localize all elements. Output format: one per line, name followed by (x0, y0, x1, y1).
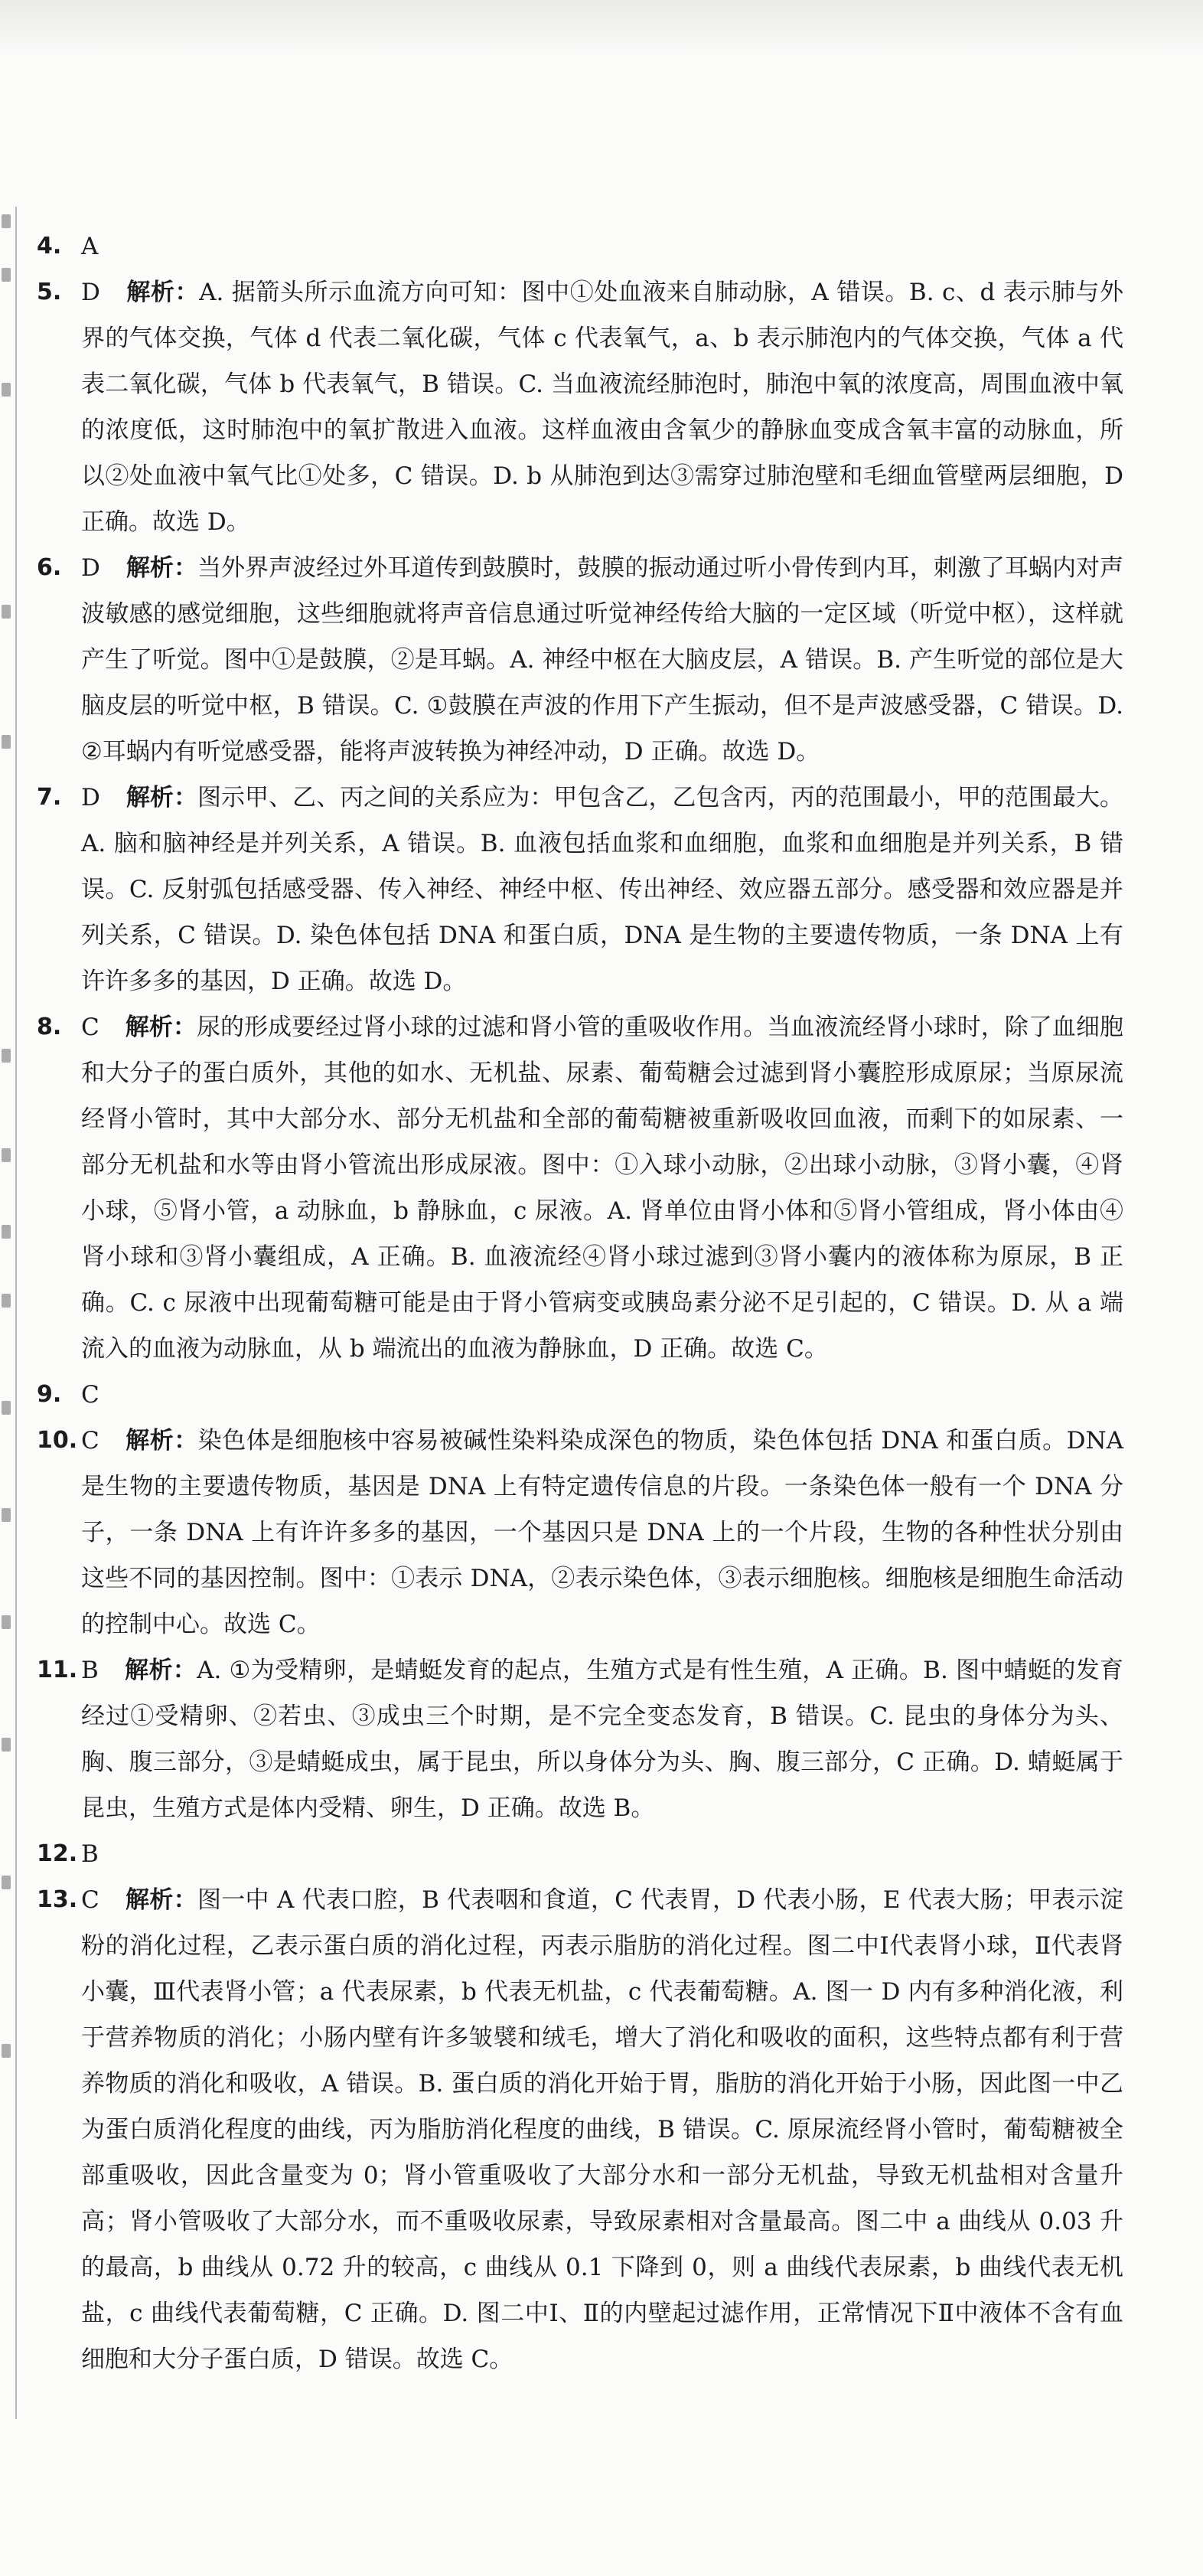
item-answer: B (81, 1840, 99, 1868)
margin-mark (2, 1401, 11, 1415)
answer-item-8 (37, 1004, 1123, 1372)
margin-mark (2, 735, 11, 749)
page-top-shade (0, 0, 1203, 54)
item-number: 10. (37, 1427, 78, 1454)
analysis-text: A. ①为受精卵，是蜻蜓发育的起点，生殖方式是有性生殖，A 正确。B. 图中蜻蜓的发育经过①受精卵、②若虫、③成虫三个时期，是不完全变态发育，B 错误。C. 昆虫的身体分为头、胸、腹三部分，③是蜻蜓成虫，属于昆虫，所以身体分为头、胸、腹三部分，C 正确。D. 蜻蜓属于昆虫，生殖方式是体内受精、卵生，D 正确。故选 B。 (81, 1657, 1123, 1822)
analysis-text: 图一中 A 代表口腔，B 代表咽和食道，C 代表胃，D 代表小肠，E 代表大肠；甲表示淀粉的消化过程，乙表示蛋白质的消化过程，丙表示脂肪的消化过程。图二中Ⅰ代表肾小球，Ⅱ代表肾小囊，Ⅲ代表肾小管；a 代表尿素，b 代表无机盐，c 代表葡萄糖。A. 图一 D 内有多种消化液，利于营养物质的消化；小肠内壁有许多皱襞和绒毛，增大了消化和吸收的面积，这些特点都有利于营养物质的消化和吸收，A 错误。B. 蛋白质的消化开始于胃，脂肪的消化开始于小肠，因此图一中乙为蛋白质消化程度的曲线，丙为脂肪消化程度的曲线，B 错误。C. 原尿流经肾小管时，葡萄糖被全部重吸收，因此含量变为 0；肾小管重吸收了大部分水和一部分无机盐，导致无机盐相对含量升高；肾小管吸收了大部分水，而不重吸收尿素，导致尿素相对含量最高。图二中 a 曲线从 0.03 升的最高，b 曲线从 0.72 升的较高，c 曲线从 0.1 下降到 0，则 a 曲线代表尿素，b 曲线代表无机盐，c 曲线代表葡萄糖，C 正确。D. 图二中Ⅰ、Ⅱ的内壁起过滤作用，正常情况下Ⅱ中液体不含有血细胞和大分子蛋白质，D 错误。故选 C。 (81, 1886, 1123, 2373)
item-number: 9. (37, 1381, 62, 1408)
answer-item-12 (37, 1831, 1123, 1877)
item-answer: D (81, 784, 100, 811)
answer-explanations (37, 224, 1123, 2382)
margin-mark (2, 214, 11, 228)
item-answer: C (81, 1886, 99, 1914)
analysis-text: 染色体是细胞核中容易被碱性染料染成深色的物质，染色体包括 DNA 和蛋白质。DNA 是生物的主要遗传物质，基因是 DNA 上有特定遗传信息的片段。一条染色体一般有一个 DNA 分子，一条 DNA 上有许许多多的基因，一个基因只是 DNA 上的一个片段，生物的各种性状分别由这些不同的基因控制。图中：①表示 DNA，②表示染色体，③表示细胞核。细胞核是细胞生命活动的控制中心。故选 C。 (81, 1427, 1123, 1638)
item-answer: A (81, 233, 99, 260)
margin-mark (2, 1148, 11, 1162)
answer-item-7 (37, 775, 1123, 1004)
analysis-label: 解析： (126, 279, 200, 306)
margin-rule (15, 207, 17, 2419)
margin-mark (2, 383, 11, 397)
analysis-text: 尿的形成要经过肾小球的过滤和肾小管的重吸收作用。当血液流经肾小球时，除了血细胞和大分子的蛋白质外，其他的如水、无机盐、尿素、葡萄糖会过滤到肾小囊腔形成原尿；当原尿流经肾小管时，其中大部分水、部分无机盐和全部的葡萄糖被重新吸收回血液，而剩下的如尿素、一部分无机盐和水等由肾小管流出形成尿液。图中：①入球小动脉，②出球小动脉，③肾小囊，④肾小球，⑤肾小管，a 动脉血，b 静脉血，c 尿液。A. 肾单位由肾小体和⑤肾小管组成，肾小体由④肾小球和③肾小囊组成，A 正确。B. 血液流经④肾小球过滤到③肾小囊内的液体称为原尿，B 正确。C. c 尿液中出现葡萄糖可能是由于肾小管病变或胰岛素分泌不足引起的，C 错误。D. 从 a 端流入的血液为动脉血，从 b 端流出的血液为静脉血，D 正确。故选 C。 (81, 1014, 1123, 1363)
answer-item-9 (37, 1372, 1123, 1418)
item-number: 13. (37, 1886, 78, 1913)
margin-mark (2, 1615, 11, 1629)
answer-item-10 (37, 1418, 1123, 1647)
item-answer: D (81, 279, 100, 306)
answer-item-5 (37, 269, 1123, 545)
item-number: 4. (37, 233, 62, 260)
item-number: 7. (37, 784, 62, 811)
item-answer: B (81, 1657, 99, 1684)
margin-mark (2, 1225, 11, 1239)
margin-mark (2, 1049, 11, 1063)
item-number: 11. (37, 1657, 78, 1683)
item-answer: C (81, 1381, 99, 1409)
item-number: 8. (37, 1014, 62, 1040)
item-answer: D (81, 554, 100, 582)
analysis-label: 解析： (125, 1014, 197, 1041)
analysis-label: 解析： (125, 1427, 198, 1455)
item-number: 12. (37, 1840, 78, 1867)
answer-item-4 (37, 224, 1123, 269)
item-answer: C (81, 1014, 99, 1041)
answer-item-6 (37, 545, 1123, 775)
analysis-label: 解析： (125, 1886, 197, 1914)
binding-margin (0, 207, 23, 2419)
margin-mark (2, 1508, 11, 1522)
margin-mark (2, 1294, 11, 1308)
margin-mark (2, 1876, 11, 1889)
margin-mark (2, 605, 11, 619)
answer-item-11 (37, 1647, 1123, 1831)
item-number: 6. (37, 554, 62, 581)
item-answer: C (81, 1427, 99, 1455)
analysis-text: 图示甲、乙、丙之间的关系应为：甲包含乙，乙包含丙，丙的范围最小，甲的范围最大。A. 脑和脑神经是并列关系，A 错误。B. 血液包括血浆和血细胞，血浆和血细胞是并列关系，B 错误。C. 反射弧包括感受器、传入神经、神经中枢、传出神经、效应器五部分。感受器和效应器是并列关系，C 错误。D. 染色体包括 DNA 和蛋白质，DNA 是生物的主要遗传物质，一条 DNA 上有许许多多的基因，D 正确。故选 D。 (81, 784, 1123, 995)
analysis-label: 解析： (124, 1657, 197, 1684)
answer-item-13 (37, 1877, 1123, 2382)
analysis-label: 解析： (126, 554, 197, 582)
analysis-text: A. 据箭头所示血流方向可知：图中①处血液来自肺动脉，A 错误。B. c、d 表示肺与外界的气体交换，气体 d 代表二氧化碳，气体 c 代表氧气，a、b 表示肺泡内的气体交换，气体 a 代表二氧化碳，气体 b 代表氧气，B 错误。C. 当血液流经肺泡时，肺泡中氧的浓度高，周围血液中氧的浓度低，这时肺泡中的氧扩散进入血液。这样血液由含氧少的静脉血变成含氧丰富的动脉血，所以②处血液中氧气比①处多，C 错误。D. b 从肺泡到达③需穿过肺泡壁和毛细血管壁两层细胞，D 正确。故选 D。 (81, 279, 1124, 536)
analysis-label: 解析： (126, 784, 197, 811)
analysis-text: 当外界声波经过外耳道传到鼓膜时，鼓膜的振动通过听小骨传到内耳，刺激了耳蜗内对声波敏感的感觉细胞，这些细胞就将声音信息通过听觉神经传给大脑的一定区域（听觉中枢），这样就产生了听觉。图中①是鼓膜，②是耳蜗。A. 神经中枢在大脑皮层，A 错误。B. 产生听觉的部位是大脑皮层的听觉中枢，B 错误。C. ①鼓膜在声波的作用下产生振动，但不是声波感受器，C 错误。D. ②耳蜗内有听觉感受器，能将声波转换为神经冲动，D 正确。故选 D。 (81, 554, 1123, 766)
margin-mark (2, 2044, 11, 2058)
item-number: 5. (37, 279, 62, 305)
margin-mark (2, 268, 11, 282)
margin-mark (2, 1738, 11, 1752)
